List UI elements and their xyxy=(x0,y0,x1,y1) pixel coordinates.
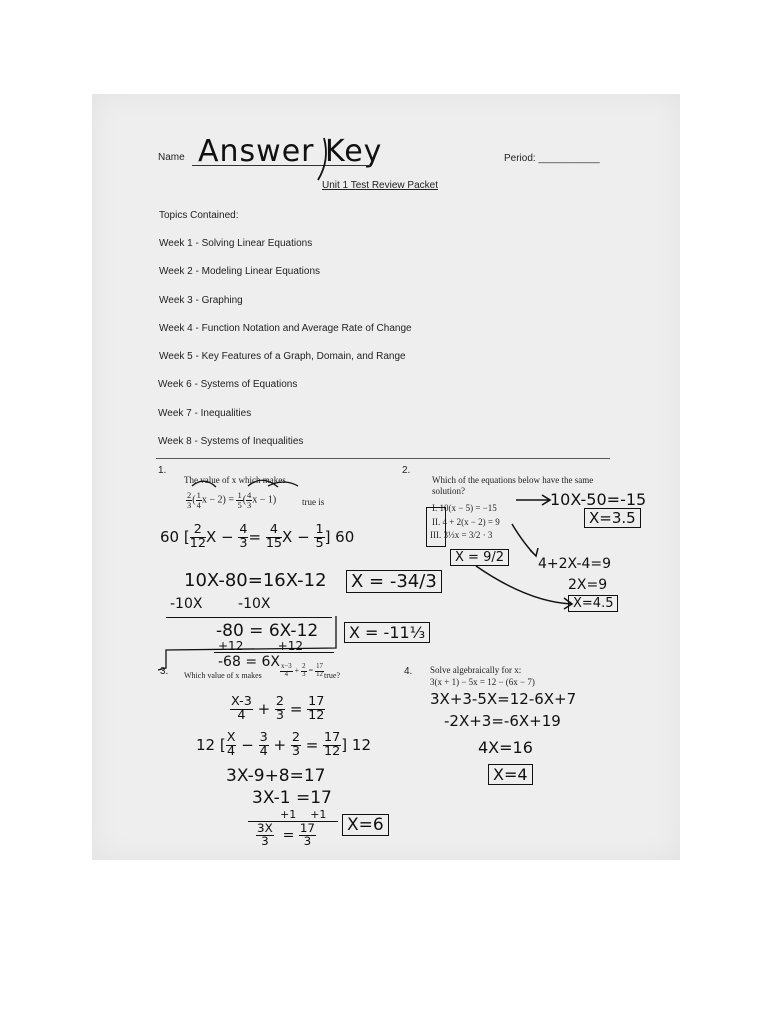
topic-item: Week 2 - Modeling Linear Equations xyxy=(159,266,321,277)
q1-equation: $\frac{2}{3}$ ( $\frac{1}{4}$ x − 2) = $\frac{1}{5}$ ( $\frac{4}{3}$ x − 1) xyxy=(187,490,277,510)
q2-option: I. 10(x − 5) = −15 xyxy=(432,503,497,513)
q1-work-line: -68 = 6X xyxy=(218,654,280,670)
q3-number: 3. xyxy=(160,666,169,677)
q2-prompt: Which of the equations below have the same solution? xyxy=(432,475,594,497)
packet-title: Unit 1 Test Review Packet xyxy=(322,180,438,191)
q2-arrow-down xyxy=(512,524,538,556)
q1-true-is: true is xyxy=(302,497,325,507)
q3-work-line: 3X-9+8=17 xyxy=(226,766,326,786)
q1-work-line: 10X-80=16X-12 xyxy=(184,570,327,591)
topic-item: Week 1 - Solving Linear Equations xyxy=(159,238,313,249)
topic-item: Week 8 - Systems of Inequalities xyxy=(158,436,304,447)
q3-prompt-end: true? xyxy=(324,671,340,680)
q1-work-line: -10X -10X xyxy=(170,596,271,612)
q4-work-line: 3X+3-5X=12-6X+7 xyxy=(430,690,577,708)
q2-option: III. 3⅓x = 3/2 · 3 xyxy=(430,530,493,540)
topics-heading: Topics Contained: xyxy=(159,210,239,221)
q3-final-line: $\frac{3X}{3}$ = $\frac{17}{3}$ xyxy=(257,821,315,848)
period-label: Period: ___________ xyxy=(504,153,600,164)
q4-equation: 3(x + 1) − 5x = 12 − (6x − 7) xyxy=(430,677,535,687)
q3-work-line: 3X-1 =17 xyxy=(252,788,332,808)
q1-work-line: +12 +12 xyxy=(218,639,303,653)
q1-prompt: The value of x which makes xyxy=(184,475,286,485)
q2-option: II. 4 + 2(x − 2) = 9 xyxy=(432,517,500,527)
q2-work-line: 4+2X-4=9 xyxy=(538,556,612,572)
q3-prompt: Which value of x makes xyxy=(184,671,262,680)
topic-item: Week 6 - Systems of Equations xyxy=(158,379,298,390)
q4-work-line: -2X+3=-6X+19 xyxy=(444,712,561,730)
q1-number: 1. xyxy=(158,465,167,476)
q3-answer-box: X=6 xyxy=(342,814,389,836)
name-handwritten: Answer Key xyxy=(198,134,383,169)
q3-work-line: +1 +1 xyxy=(280,808,327,821)
q4-number: 4. xyxy=(404,666,413,677)
q3-multiplied-line: 12 [ $\frac{X}{4}$ − $\frac{3}{4}$ + $\frac{2}{3}$ = $\frac{17}{12}$ ] 12 xyxy=(196,730,371,759)
q2-answer-box: X=4.5 xyxy=(568,595,618,612)
topic-item: Week 3 - Graphing xyxy=(159,295,243,306)
q1-distribution-arcs xyxy=(192,480,298,487)
q2-number: 2. xyxy=(402,465,411,476)
q1-answer-box: X = -11⅓ xyxy=(344,622,430,643)
topic-item: Week 7 - Inequalities xyxy=(158,408,252,419)
q1-bracket xyxy=(158,616,336,670)
worksheet-page xyxy=(92,94,680,860)
q2-answer-box: X = 9/2 xyxy=(450,549,509,566)
topic-item: Week 5 - Key Features of a Graph, Domain, and Range xyxy=(159,351,406,362)
q4-prompt: Solve algebraically for x: xyxy=(430,665,522,675)
q1-multiplied-line: 60 [ $\frac{2}{12}$ X − $\frac{4}{3}$ = $\frac{4}{15}$ X − $\frac{1}{5}$ ] 60 xyxy=(160,522,355,551)
q2-answer-box: X=3.5 xyxy=(584,508,641,528)
q1-work-line: -80 = 6X-12 xyxy=(216,621,319,641)
q4-answer-box: X=4 xyxy=(488,764,533,785)
name-label: Name xyxy=(158,152,185,163)
q2-arrow-right xyxy=(516,495,550,505)
q3-equation: $\frac{x-3}{4}$ + $\frac{2}{3}$ = $\frac{17}{12}$ xyxy=(281,663,323,678)
q2-work-line: 10X-50=-15 xyxy=(550,490,647,509)
q3-equation-handwritten: $\frac{X-3}{4}$ + $\frac{2}{3}$ = $\frac{17}{12}$ xyxy=(231,694,325,723)
q2-work-line: 2X=9 xyxy=(568,577,608,593)
ink-strokes xyxy=(92,94,680,860)
name-flourish xyxy=(318,138,326,180)
q2-arrow-link xyxy=(476,566,572,609)
q1-answer-box: X = -34/3 xyxy=(346,570,442,593)
topic-item: Week 4 - Function Notation and Average Rate of Change xyxy=(159,323,412,334)
q4-work-line: 4X=16 xyxy=(478,738,533,757)
